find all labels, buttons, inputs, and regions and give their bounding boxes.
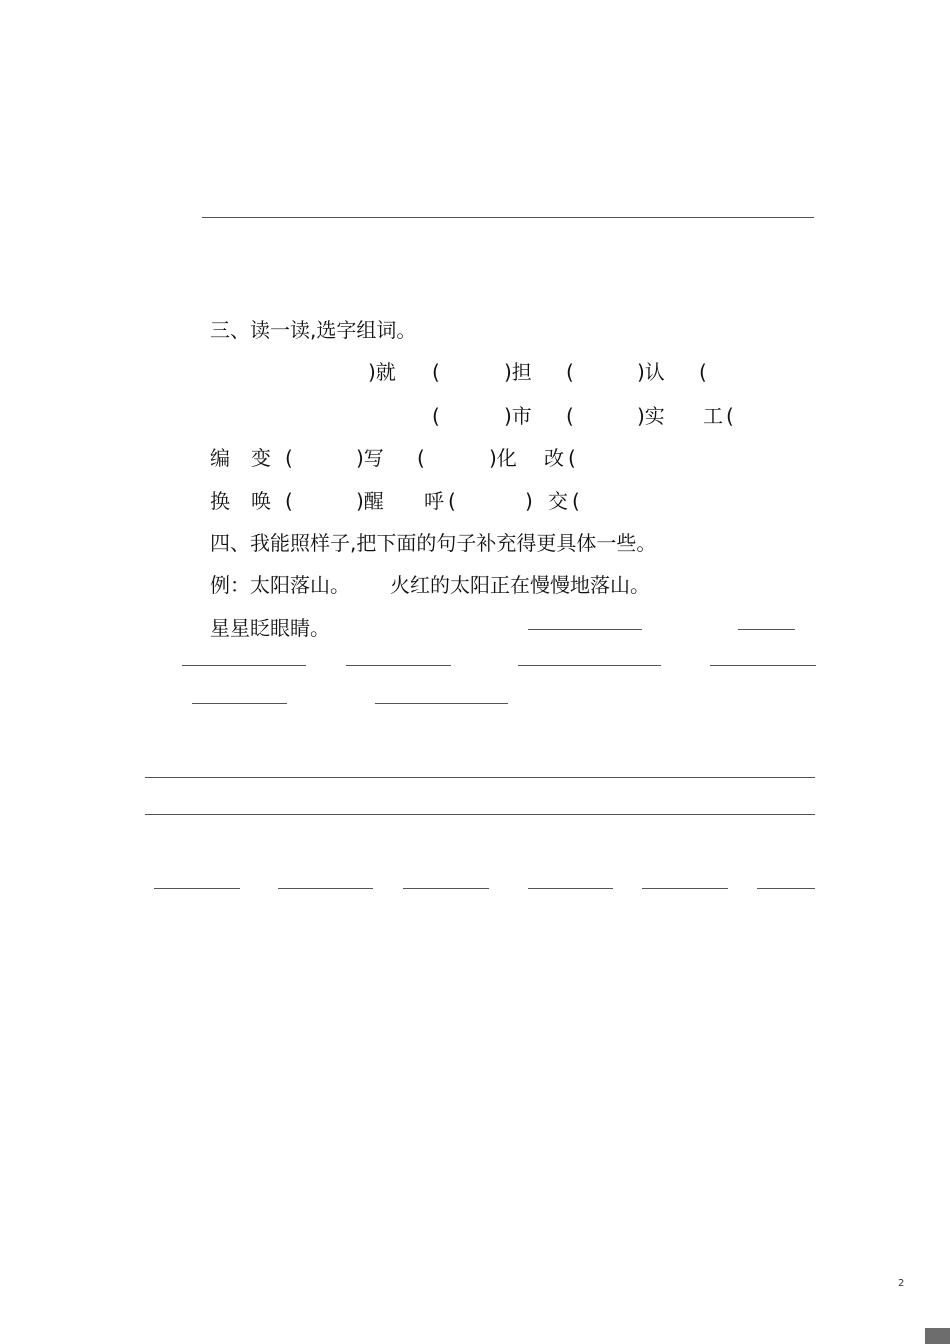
row1-item: ( [699,360,707,384]
row2-item: ( [432,404,440,428]
row4-item: ( [572,489,580,513]
page-number: 2 [898,1278,905,1289]
row2-item: ( [566,404,574,428]
row2-item: )实 [637,404,665,428]
row3-item: )写 [356,446,384,470]
row2-item: 工 [703,404,723,428]
answer-blank[interactable] [182,665,306,666]
answer-blank[interactable] [642,888,728,889]
answer-line[interactable] [145,814,815,815]
row2-item: ( [726,404,734,428]
example-label: 例：太阳落山。 [210,573,350,597]
row4-item: 换 [210,489,230,513]
row4-item: ) [525,489,533,513]
answer-blank[interactable] [403,888,489,889]
corner-tab [925,1328,950,1344]
answer-blank[interactable] [757,888,815,889]
row3-item: )化 [489,446,517,470]
row4-item: ( [285,489,293,513]
section-4-heading: 四、我能照样子,把下面的句子补充得更具体一些。 [210,531,657,555]
row3-item: 编 [210,446,230,470]
row4-item: )醒 [356,489,384,513]
answer-blank[interactable] [278,888,373,889]
row2-item: )市 [504,404,532,428]
answer-blank[interactable] [528,629,642,630]
answer-blank[interactable] [518,665,661,666]
section-3-heading: 三、读一读,选字组词。 [210,318,417,342]
row1-item: ( [566,360,574,384]
row4-item: 呼 [424,489,444,513]
row3-item: ( [285,446,293,470]
answer-blank[interactable] [192,703,287,704]
row3-item: ( [568,446,576,470]
row1-item: ( [432,360,440,384]
answer-line[interactable] [145,777,815,778]
row1-item: )认 [637,360,665,384]
row4-item: 唤 [251,489,271,513]
answer-blank[interactable] [528,888,613,889]
answer-blank[interactable] [154,888,240,889]
row1-item: )就 [368,360,396,384]
question-sentence: 星星眨眼睛。 [210,616,330,640]
row3-item: ( [417,446,425,470]
row4-item: 交 [548,489,568,513]
answer-blank[interactable] [346,665,451,666]
row4-item: ( [448,489,456,513]
row3-item: 变 [251,446,271,470]
row1-item: )担 [504,360,532,384]
answer-blank[interactable] [738,629,795,630]
top-rule [202,217,814,218]
example-answer: 火红的太阳正在慢慢地落山。 [390,573,650,597]
answer-blank[interactable] [710,665,816,666]
answer-blank[interactable] [375,703,508,704]
row3-item: 改 [544,446,564,470]
